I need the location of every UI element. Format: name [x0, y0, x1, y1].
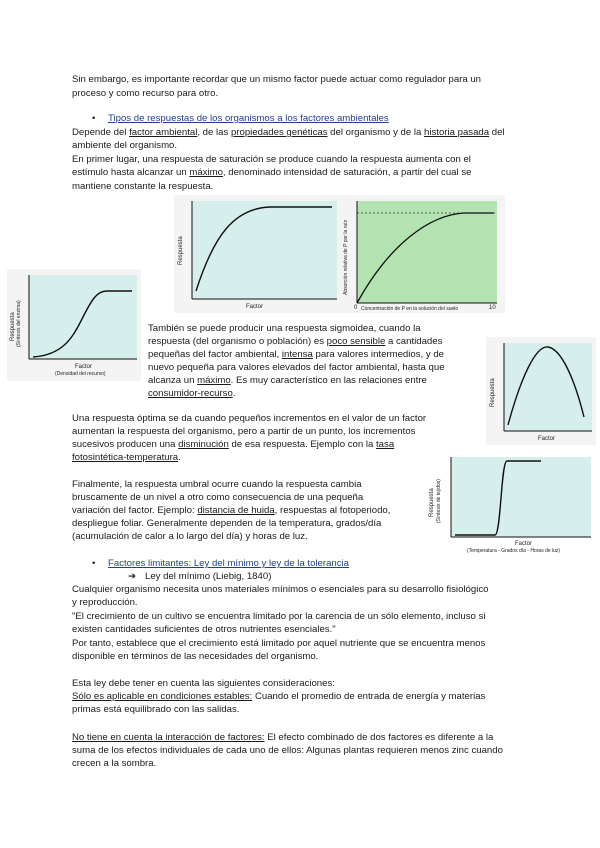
p4-line1: También se puede producir una respuesta sigmoidea, cuando la: [148, 323, 421, 334]
p1-line2: proceso y como recurso para otro.: [72, 88, 219, 99]
p4-line3: pequeñas del factor ambiental, intensa para valores intermedios, y de: [148, 349, 444, 360]
p8-line1: Esta ley debe tener en cuenta las siguientes consideraciones:: [72, 678, 335, 689]
section-link-factores-limitantes[interactable]: Factores limitantes: Ley del mínimo y ley de la tolerancia: [108, 558, 350, 569]
p2-line1: Depende del factor ambiental, de las propiedades genéticas del organismo y de la historia pasada del: [72, 127, 505, 138]
p4-line4: nuevo pequeña para valores elevados del factor ambiental, hasta que: [148, 362, 445, 373]
p9-line1: No tiene en cuenta la interacción de factores: El efecto combinado de dos factores es diferente a la: [72, 732, 494, 743]
p8-line2: Sólo es aplicable en condiciones estables: Cuando el promedio de entrada de energía y materias: [72, 691, 486, 702]
figure-optimum-response: [486, 337, 596, 445]
p7-line1: Cualquier organismo necesita unos materiales mínimos o esenciales para su desarrollo fisiológico: [72, 584, 489, 595]
p6-line3: variación del factor. Ejemplo: distancia de huida, respuestas al fotoperiodo,: [72, 505, 391, 516]
p4-line2: respuesta (del organismo o población) es poco sensible a cantidades: [148, 336, 443, 347]
p2-line2: ambiente del organismo.: [72, 140, 178, 151]
p7-line6: disponible en términos de las necesidades del organismo.: [72, 651, 319, 662]
svg-text:Respuesta: Respuesta: [10, 312, 16, 341]
p4-line6: consumidor-recurso.: [148, 388, 236, 399]
p4-line5: alcanza un máximo. Es muy característico en las relaciones entre: [148, 375, 427, 386]
p5-line1: Una respuesta óptima se da cuando pequeños incrementos en el valor de un factor: [72, 413, 427, 424]
bullet-dot: •: [92, 113, 96, 124]
p6-line4: despliegue foliar. Generalmente dependen de la temperatura, grados/día: [72, 518, 382, 529]
figure-saturation-response: [174, 195, 342, 313]
p9-line3: crecen a la sombra.: [72, 758, 157, 769]
svg-text:Respuesta: Respuesta: [178, 236, 184, 265]
p3-line1: En primer lugar, una respuesta de saturación se produce cuando la respuesta aumenta con el: [72, 154, 471, 165]
p6-line5: (acumulación de calor a lo largo del día) y horas de luz.: [72, 531, 308, 542]
figure-sigmoid-response: [7, 269, 141, 381]
svg-text:Factor: Factor: [515, 541, 533, 547]
bullet-dot-2: •: [92, 558, 96, 569]
svg-text:Factor: Factor: [538, 436, 556, 442]
svg-text:Factor: Factor: [246, 304, 264, 310]
svg-text:(Síntesis de tejidos): (Síntesis de tejidos): [436, 479, 442, 523]
p6-line1: Finalmente, la respuesta umbral ocurre cuando la respuesta cambia: [72, 479, 362, 490]
p8-line3: primas está equilibrado con las salidas.: [72, 704, 240, 715]
arrow-icon: ➔: [128, 571, 137, 582]
p5-line2: aumentan la respuesta del organismo, pero a partir de un punto, los incrementos: [72, 426, 416, 437]
p3-line3: mantiene constante la respuesta.: [72, 181, 214, 192]
svg-text:(Temperatura - Grados día - Ho: (Temperatura - Grados día - Horas de luz): [467, 548, 561, 554]
svg-text:Absorción relativa de P por la: Absorción relativa de P por la raíz: [343, 220, 349, 295]
p5-line3: sucesivos producen una disminución de esa respuesta. Ejemplo con la tasa: [72, 439, 395, 450]
p9-line2: suma de los efectos individuales de cada uno de ellos: Algunas plantas requieren menos zinc cuando: [72, 745, 503, 756]
section-link-tipos-respuestas[interactable]: Tipos de respuestas de los organismos a los factores ambientales: [108, 113, 389, 124]
p1-line1: Sin embargo, es importante recordar que un mismo factor puede actuar como regulador para un: [72, 74, 482, 85]
figure-threshold-response: [423, 455, 595, 557]
svg-text:(Densidad del recurso): (Densidad del recurso): [55, 371, 106, 377]
p6-line2: bruscamente de un nivel a otro como consecuencia de una pequeña: [72, 492, 364, 503]
p7-line5: Por tanto, establece que el crecimiento está limitado por aquel nutriente que se encuentra menos: [72, 638, 486, 649]
svg-text:Concentración de P en la soluc: Concentración de P en la solución del suelo: [361, 306, 459, 312]
svg-text:Factor: Factor: [75, 364, 93, 370]
p5-line4: fotosintética-temperatura.: [72, 452, 181, 463]
svg-text:Respuesta: Respuesta: [429, 488, 435, 517]
figure-phosphorus-absorption: [339, 195, 505, 313]
svg-text:Respuesta: Respuesta: [490, 378, 496, 407]
p3-line2: estímulo hasta alcanzar un máximo, denominado intensidad de saturación, a partir del cual se: [72, 167, 472, 178]
svg-text:10: 10: [489, 305, 496, 311]
svg-text:(Síntesis del enzima): (Síntesis del enzima): [16, 300, 22, 347]
p7-line2: y reproducción.: [72, 597, 138, 608]
p7-line3: "El crecimiento de un cultivo se encuentra limitado por la carencia de un sólo elemento, incluso si: [72, 611, 486, 622]
sub-heading-ley-minimo: Ley del mínimo (Liebig, 1840): [145, 571, 272, 582]
p7-line4: existen cantidades suficientes de otros nutrientes esenciales.": [72, 624, 336, 635]
svg-text:0: 0: [354, 305, 358, 311]
